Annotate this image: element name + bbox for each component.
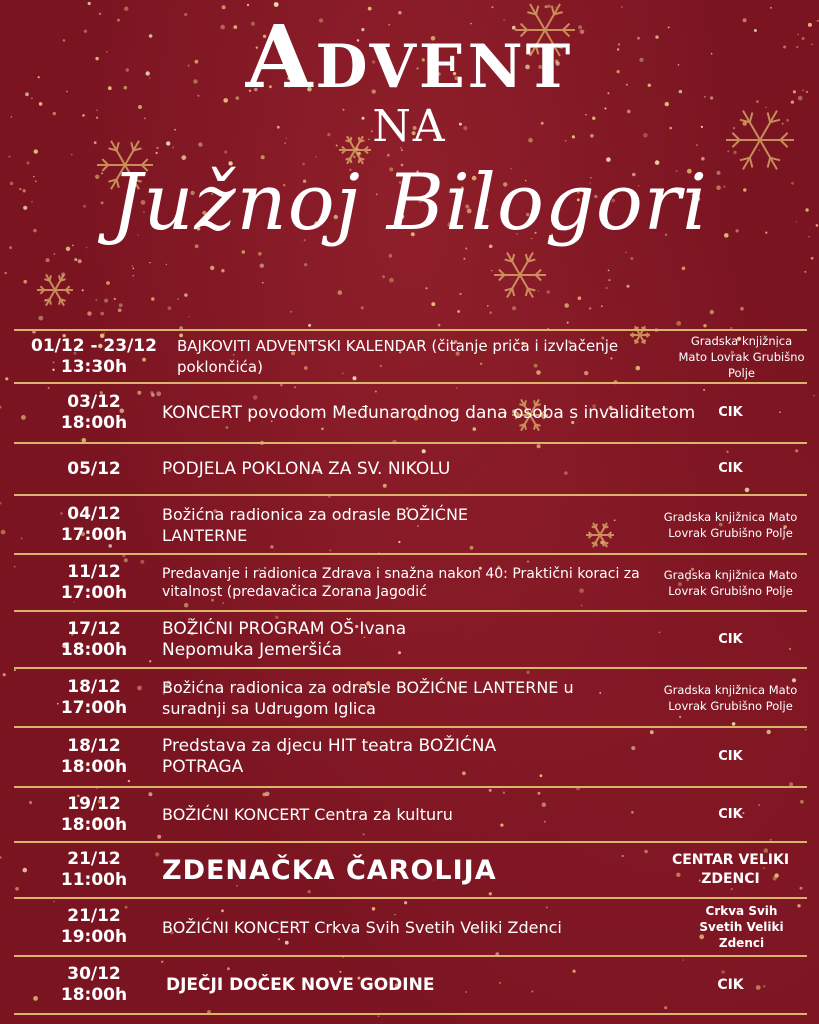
event-row (14, 728, 807, 788)
event-title: Predavanje i radionica Zdrava i snažna nakon 40: Praktični koraci za vitalnost (predavačica Zorana Jagodić (162, 565, 640, 600)
event-place: CENTAR VELIKI ZDENCI (671, 852, 790, 887)
event-row (14, 555, 807, 612)
event-date-cell (14, 555, 174, 610)
event-time: 18:00h (60, 985, 128, 1005)
event-time: 18:00h (60, 757, 128, 777)
event-date-cell (14, 444, 174, 494)
event-date-cell (14, 899, 174, 955)
event-row (14, 612, 807, 669)
event-time: 11:00h (60, 870, 128, 890)
event-time: 17:00h (60, 697, 128, 718)
event-date-cell (14, 843, 174, 897)
event-place: CIK (718, 405, 743, 420)
event-row (14, 843, 807, 899)
event-title: BAJKOVITI ADVENTSKI KALENDAR (čitanje priča i izvlačenje poklončića) (177, 336, 619, 376)
event-row (14, 444, 807, 496)
event-place: Gradska knjižnica Mato Lovrak Grubišno Polje (663, 682, 798, 713)
event-date-cell (14, 612, 174, 667)
event-date: 04/12 (67, 503, 121, 524)
event-date-cell (14, 331, 174, 382)
title-advent: Advent (245, 7, 574, 108)
event-date-cell (14, 384, 174, 442)
event-row (14, 496, 807, 555)
event-date: 21/12 (67, 849, 121, 869)
event-time: 13:30h (60, 356, 128, 377)
event-row (14, 788, 807, 843)
event-date-cell (14, 669, 174, 726)
event-time: 18:00h (60, 639, 128, 660)
event-date: 30/12 (67, 964, 121, 984)
event-title: Božićna radionica za odrasle BOŽIĆNE LANTERNE (162, 504, 469, 545)
event-time: 19:00h (60, 927, 128, 947)
event-date: 17/12 (67, 618, 121, 639)
event-place: CIK (717, 977, 744, 993)
event-time: 18:00h (60, 814, 128, 835)
event-time: 18:00h (60, 413, 128, 433)
event-title: Predstava za djecu HIT teatra BOŽIĆNA POTRAGA (162, 736, 497, 777)
event-title: PODJELA POKLONA ZA SV. NIKOLU (162, 458, 451, 479)
event-date-cell (14, 728, 174, 786)
event-title: BOŽIĆNI KONCERT Crkva Svih Svetih Veliki Zdenci (162, 917, 562, 937)
event-title: BOŽIĆNI PROGRAM OŠ Ivana Nepomuka Jemeršića (162, 618, 407, 660)
event-time: 17:00h (60, 524, 128, 545)
event-title: BOŽIĆNI KONCERT Centra za kulturu (162, 805, 453, 824)
event-row (14, 899, 807, 957)
event-title: ZDENAČKA ČAROLIJA (162, 854, 497, 886)
event-schedule (14, 329, 807, 1015)
event-date: 05/12 (67, 458, 121, 479)
event-title: Božićna radionica za odrasle BOŽIĆNE LANTERNE u suradnji sa Udrugom Iglica (162, 677, 574, 718)
title-juznoj-bilogori: Južnoj Bilogori (110, 158, 709, 248)
event-place: Gradska knjižnica Mato Lovrak Grubišno Polje (663, 509, 798, 540)
event-place: CIK (718, 806, 743, 822)
event-title: KONCERT povodom Međunarodnog dana osoba s invaliditetom (162, 402, 696, 423)
event-date-cell (14, 496, 174, 553)
event-place: CIK (718, 461, 743, 476)
event-date: 19/12 (67, 793, 121, 814)
event-place: CIK (718, 631, 743, 647)
event-date-cell (14, 788, 174, 841)
event-row (14, 669, 807, 728)
event-place: Crkva Svih Svetih Veliki Zdenci (699, 904, 784, 950)
event-row (14, 384, 807, 444)
event-date-cell (14, 957, 174, 1013)
event-date: 18/12 (67, 676, 121, 697)
title-na: NA (372, 101, 447, 152)
event-date: 01/12 - 23/12 (31, 335, 157, 356)
event-date: 03/12 (67, 392, 121, 412)
event-time: 17:00h (60, 582, 128, 603)
event-date: 18/12 (67, 736, 121, 756)
event-title: DJEČJI DOČEK NOVE GODINE (166, 974, 435, 995)
event-row (14, 329, 807, 384)
event-row (14, 957, 807, 1015)
event-place: Gradska knjižnica Mato Lovrak Grubišno Polje (663, 567, 798, 598)
event-place: CIK (718, 749, 743, 764)
event-date: 21/12 (67, 906, 121, 926)
event-place: Gradska knjižnica Mato Lovrak Grubišno Polje (678, 333, 805, 380)
event-date: 11/12 (67, 561, 121, 582)
